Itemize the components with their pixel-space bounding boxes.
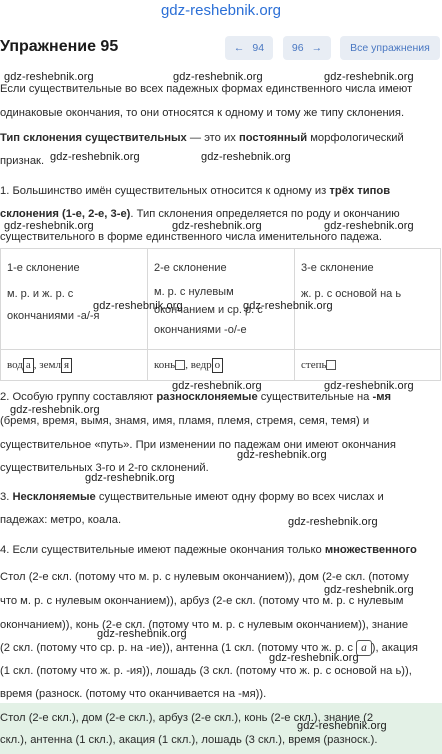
example-stem: конь <box>154 359 176 371</box>
declension-desc: окончанием и ср. р. с <box>154 304 263 316</box>
indeclinable-line1 <box>0 486 442 508</box>
theory-p1-line1: Если существительные во всех падежных формах единственного числа имеют <box>0 83 413 95</box>
term-plural: множественного <box>324 544 417 556</box>
example-words <box>301 359 336 371</box>
watermark: gdz-reshebnik.org <box>324 71 414 83</box>
watermark: gdz-reshebnik.org <box>324 380 414 392</box>
arrow-right-icon: → <box>311 42 323 54</box>
watermark: gdz-reshebnik.org <box>93 300 183 312</box>
solution-line2: что м. р. с нулевым окончанием)), арбуз (2-е скл. (потому что м. р. с нулевым <box>0 595 404 607</box>
watermark: gdz-reshebnik.org <box>297 720 387 732</box>
text-segment: . Тип склонения определяется по роду и окончанию <box>130 208 400 220</box>
term-three-types: трёх типов <box>329 185 391 197</box>
text-segment: — это их <box>186 132 239 144</box>
watermark: gdz-reshebnik.org <box>201 151 291 163</box>
table-cell <box>1 249 148 350</box>
declension-table <box>0 248 441 381</box>
example-stem: земл <box>39 359 61 371</box>
term-heteroclitic: разносклоняемые <box>156 391 258 403</box>
example-words <box>7 359 72 371</box>
plural-line1 <box>0 539 442 561</box>
term-mya: -мя <box>372 391 392 403</box>
text-segment: существительные имеют одну форму во всех числах и <box>95 491 384 503</box>
declension-desc: ж. р. с основой на ь <box>301 288 402 300</box>
watermark: gdz-reshebnik.org <box>324 584 414 596</box>
solution-line5: (1 скл. (потому что ж. р. -ия)), лошадь (3 скл. (потому что ж. р. с основой на ь)), <box>0 665 412 677</box>
zero-ending-box <box>326 360 336 370</box>
text-segment: 1. Большинство имён существительных относится к одному из <box>0 185 330 197</box>
watermark: gdz-reshebnik.org <box>237 449 327 461</box>
watermark: gdz-reshebnik.org <box>243 300 333 312</box>
solution-line1: Стол (2-е скл. (потому что м. р. с нулевым окончанием)), дом (2-е скл. (потому <box>0 571 409 583</box>
example-stem: ведр <box>190 359 212 371</box>
special-line2: (бремя, время, вымя, знамя, имя, пламя, племя, стремя, семя, темя) и <box>0 415 370 427</box>
table-cell <box>148 350 295 381</box>
watermark: gdz-reshebnik.org <box>50 151 140 163</box>
table-cell <box>295 350 441 381</box>
text-segment: 2. Особую группу составляют <box>0 391 157 403</box>
theory-p3-line1 <box>0 180 442 202</box>
solution-line4 <box>0 637 442 659</box>
watermark: gdz-reshebnik.org <box>85 472 175 484</box>
prev-exercise-button[interactable] <box>225 36 273 60</box>
arrow-left-icon: ← <box>233 42 245 54</box>
theory-p2-line2: признак. <box>0 155 45 167</box>
example-separator: , <box>185 359 191 371</box>
watermark: gdz-reshebnik.org <box>324 220 414 232</box>
term-constant: постоянный <box>238 132 308 144</box>
theory-p2-line1 <box>0 127 442 149</box>
special-line3: существительное «путь». При изменении по падежам они имеют окончания <box>0 439 396 451</box>
text-segment: существительные на <box>257 391 373 403</box>
watermark: gdz-reshebnik.org <box>172 380 262 392</box>
theory-p3-line3: существительного в форме единственного числа именительного падежа. <box>0 231 382 243</box>
example-stem: степь <box>301 359 327 371</box>
solution-line3: окончанием)), конь (2-е скл. (потому что м. р. с нулевым окончанием)), знание <box>0 619 409 631</box>
term-indeclinable: Несклоняемые <box>12 491 96 503</box>
text-segment: (2 скл. (потому что ср. р. на -ие)), антенна (1 скл. (потому что ж. р. с <box>0 642 357 654</box>
watermark: gdz-reshebnik.org <box>4 220 94 232</box>
declension-desc: окончаниями -о/-е <box>154 324 247 336</box>
column-header: 2-е склонение <box>154 262 227 274</box>
text-segment: 3. <box>0 491 13 503</box>
text-segment: ), акация <box>371 642 418 654</box>
table-row <box>1 249 441 350</box>
next-exercise-label: 96 <box>291 42 304 54</box>
ending-box: а <box>356 640 372 656</box>
page-title: Упражнение 95 <box>0 38 119 55</box>
watermark: gdz-reshebnik.org <box>173 71 263 83</box>
table-cell <box>295 249 441 350</box>
solution-line6: время (разноск. (потому что оканчивается на -мя)). <box>0 688 267 700</box>
indeclinable-line2: падежах: метро, коала. <box>0 514 122 526</box>
watermark-top: gdz-reshebnik.org <box>160 2 282 19</box>
special-line4: существительных 3-го и 2-го склонений. <box>0 462 209 474</box>
all-exercises-button[interactable]: Все упражнения <box>340 36 440 60</box>
answer-line2: скл.), антенна (1 скл.), акация (1 скл.), лошадь (3 скл.), время (разноск.). <box>0 734 378 746</box>
watermark: gdz-reshebnik.org <box>172 220 262 232</box>
column-header: 3-е склонение <box>301 262 374 274</box>
table-row <box>1 350 441 381</box>
next-exercise-button[interactable] <box>283 36 331 60</box>
declension-desc: окончаниями -а/-я <box>7 310 100 322</box>
zero-ending-box <box>175 360 185 370</box>
example-separator: , <box>33 359 40 371</box>
watermark: gdz-reshebnik.org <box>269 652 359 664</box>
ending-box: а <box>23 358 34 373</box>
example-words <box>154 359 223 371</box>
ending-box: я <box>61 358 72 373</box>
example-stem: вод <box>7 359 23 371</box>
table-cell <box>148 249 295 350</box>
text-segment: морфологический <box>307 132 404 144</box>
answer-line1: Стол (2-е скл.), дом (2-е скл.), арбуз (2-е скл.), конь (2-е скл.), знание (2 <box>0 712 374 724</box>
ending-box: о <box>212 358 224 373</box>
column-header: 1-е склонение <box>7 262 80 274</box>
declension-desc: м. р. с нулевым <box>154 286 234 298</box>
watermark: gdz-reshebnik.org <box>97 628 187 640</box>
watermark: gdz-reshebnik.org <box>10 404 100 416</box>
theory-p1-line2: одинаковые окончания, то они относятся к одному и тому же типу склонения. <box>0 107 405 119</box>
term-declension-type: Тип склонения существительных <box>0 132 187 144</box>
prev-exercise-label: 94 <box>252 42 265 54</box>
watermark: gdz-reshebnik.org <box>4 71 94 83</box>
table-cell <box>1 350 148 381</box>
declension-desc: м. р. и ж. р. с <box>7 288 74 300</box>
watermark: gdz-reshebnik.org <box>288 516 378 528</box>
text-segment: 4. Если существительные имеют падежные окончания только <box>0 544 325 556</box>
term-declensions: склонения (1-е, 2-е, 3-е) <box>0 208 131 220</box>
